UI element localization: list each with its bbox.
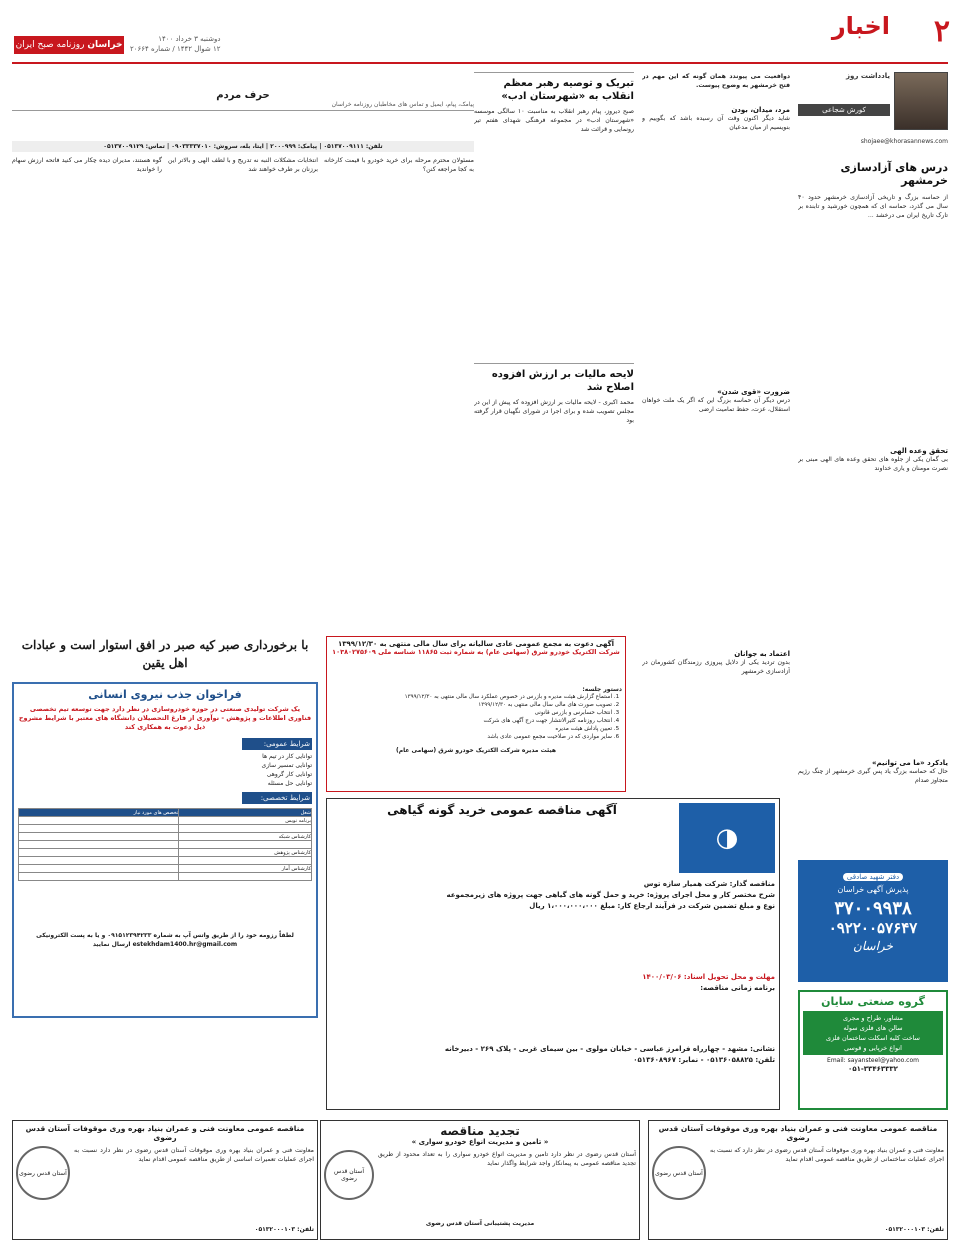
- body-adab: صبح دیروز، پیام رهبر انقلاب به مناسبت ۱۰ سالگی موسسه «شهرستان ادب» در مجموعه فرهنگی شهدای هفتم تیر رونمایی و قرائت شد: [474, 108, 634, 134]
- plant-scope: شرح مختصر کار و محل اجرای پروژه: خرید و حمل گونه های گیاهی جهت پروژه های زیرمجموعه: [446, 891, 775, 899]
- plant-deadline: مهلت و محل تحویل اسناد: ۱۴۰۰/۰۳/۰۶: [642, 973, 775, 981]
- plant-tender-title: آگهی مناقصه عمومی خرید گونه گیاهی: [387, 803, 617, 817]
- letters-col-1: مسئولان محترم مرحله برای خرید خودرو با قیمت کارخانه به کجا مراجعه کنن؟: [324, 157, 474, 174]
- plant-address: نشانی: مشهد - چهارراه فرامرز عباسی - خیابان مولوی - بین سیمای غربی - پلاک ۲۶۹ - دبیرخانه: [444, 1045, 775, 1053]
- job-ad-intro: یک شرکت تولیدی صنعتی در حوزه خودروسازی در نظر دارد جهت توسعه تیم تخصصی فناوری اطلاعات و پژوهش - نوآوری از فارغ التحصیلان دانشگاه های معتبر با شرایط مشروح ذیل دعوت به همکاری کند: [18, 705, 312, 731]
- bottom-ad-2-signature: مدیریت پشتیبانی آستان قدس رضوی: [425, 1220, 535, 1227]
- meeting-title: آگهی دعوت به مجمع عمومی عادی سالیانه برای سال مالی منتهی به ۱۳۹۹/۱۲/۳۰: [337, 640, 615, 648]
- plant-tender-body: [331, 879, 775, 1066]
- plant-client: مناقصه گذار: شرکت همیار سازه توس: [643, 880, 775, 888]
- classified-ad-box: [798, 860, 948, 982]
- meeting-notice: [326, 636, 626, 792]
- middle-right-column: [642, 72, 790, 782]
- bottom-ad-3: [12, 1120, 318, 1240]
- classified-phone-2: ۰۹۲۲۰۰۵۷۶۴۷: [828, 920, 918, 937]
- plant-phone: تلفن: ۰۵۱۳۶۰۵۸۸۲۵ - نمابر: ۰۵۱۳۶۰۸۹۶۷: [633, 1056, 775, 1064]
- aqr-logo-3: آستان قدس رضوی: [16, 1146, 70, 1200]
- issue-number: ۱۲ شوال ۱۴۴۲ / شماره ۲۰۶۶۴: [130, 45, 221, 53]
- editorial-headline: درس های آزادسازی خرمشهر: [840, 161, 948, 187]
- author-email: shojaee@khorasannews.com: [860, 138, 948, 145]
- letters-col-2: انتخابات مشکلات النبه نه تدریج و با لطف الهی و بالاتر این برزنان بر طرف خواهند شد: [168, 157, 318, 174]
- plant-tender: [326, 798, 780, 1110]
- bottom-ad-2-title: تجدید مناقصه: [440, 1124, 520, 1138]
- body-ghavi: درس دیگر آن حماسه بزرگ این که اگر یک ملت خواهان استقلال، عزت، حفظ تمامیت ارضی: [642, 397, 790, 414]
- plant-schedule-head: برنامه زمانی مناقصه:: [700, 984, 775, 992]
- job-special-head: شرایط تخصصی:: [242, 792, 312, 804]
- company-title: گروه صنعتی سایان: [821, 995, 925, 1008]
- editorial-body-2: بی گمان یکی از جلوه های تحقق وعده های الهی مبنی بر نصرت مومنان و یاری خداوند: [798, 456, 948, 473]
- meeting-agenda: 1. استماع گزارش هیئت مدیره و بازرس در خصوص عملکرد سال مالی منتهی به ۱۳۹۹/۱۲/۳۰ 2. تصویب صورت های مالی سال مالی منتهی به ۱۳۹۹/۱۲/۳۰ 3. انتخاب حسابرس و بازرس قانونی 4. انتخاب روزنامه کثیرالانتشار جهت درج آگهی های شرکت 5. تعیین پاداش هیئت مدیره 6. سایر مواردی که در صلاحیت مجمع عمومی عادی باشد: [330, 693, 622, 741]
- company-email: Email: sayansteel@yahoo.com: [827, 1057, 919, 1064]
- classified-brand: خراسان: [853, 939, 893, 953]
- banner: [12, 636, 318, 676]
- job-general-list: توانایی کار در تیم ها توانایی تمسیر سازی توانایی کار گروهی توانایی حل مسئله: [261, 753, 312, 787]
- bottom-ad-1-title: مناقصه عمومی معاونت فنی و عمران بنیاد بهره وری موقوفات آستان قدس رضوی: [658, 1124, 938, 1142]
- editorial-column: [798, 72, 948, 992]
- header-divider: [12, 62, 948, 64]
- kicker: یادداشت روز: [846, 72, 890, 80]
- banner-title: با برخورداری صبر کیه صبر در افق استوار است و عبادات اهل یقین: [21, 638, 309, 670]
- bottom-ad-2-body: آستان قدس رضوی در نظر دارد تامین و مدیریت انواع خودرو سواری را به تعداد محدود از طریق تجدید مناقصه عمومی به پیمانکار واجد شرایط واگذار نماید: [378, 1151, 636, 1168]
- editorial-subhead-2: یادکرد «ما می توانیم»: [872, 759, 948, 767]
- page-header: [0, 0, 960, 62]
- brand-logo: [14, 36, 124, 54]
- company-phone: ۰۵۱-۳۳۴۶۳۳۳۲: [848, 1065, 898, 1073]
- bottom-ad-2-subtitle: « تامین و مدیریت انواع خودرو سواری »: [411, 1138, 549, 1146]
- classified-phone-1: ۳۷۰۰۹۹۳۸: [834, 898, 912, 918]
- date-gregorian: دوشنبه ۳ خرداد ۱۴۰۰: [158, 35, 221, 43]
- author-photo: [894, 72, 948, 130]
- bottom-ad-1-body: معاونت فنی و عمران بنیاد بهره وری موقوفات آستان قدس رضوی در نظر دارد که نسبت به اجرای عملیات ساختمانی از طریق مناقصه عمومی اقدام نماید: [710, 1147, 944, 1164]
- company-services: مشاور، طراح و مجری سالن های فلزی سوله ساخت کلیه اسکلت ساختمان فلزی انواع خرپایی و قوسی: [803, 1011, 943, 1055]
- bottom-ad-3-tel: تلفن: ۰۵۱۳۲۰۰۰۱۰۳: [254, 1226, 314, 1233]
- author-name: کورش شجاعی: [798, 104, 890, 116]
- body-mard: شاید دیگر اکنون وقت آن رسیده باشد که بگوییم و بنویسیم از میان مدعیان: [642, 115, 790, 132]
- bottom-ad-1: [648, 1120, 948, 1240]
- editorial-body-3: حال که حماسه بزرگ یاد پس گیری خرمشهر از چنگ رژیم متجاوز صدام: [798, 768, 948, 785]
- job-table-head-1: شغل: [179, 809, 312, 817]
- body-tax: محمد اکبری - لایحه مالیات بر ارزش افزوده که پیش از این در مجلس تصویب شده و برای اجرا در شورای نگهبان قرار گرفته بود: [474, 399, 634, 425]
- brand-subtitle: روزنامه صبح ایران: [15, 40, 85, 50]
- job-ad: [12, 682, 318, 1018]
- aqr-logo-2: آستان قدس رضوی: [324, 1150, 374, 1200]
- headline-tax: لایحه مالیات بر ارزش افزوده اصلاح شد: [474, 363, 634, 394]
- letters-title: حرف مردم: [216, 90, 270, 101]
- subhead-mard: مرد، میدان، بودن: [731, 106, 790, 114]
- body-javanan: بدون تردید یکی از دلایل پیروزی رزمندگان کشورمان در آزادسازی خرمشهر: [642, 659, 790, 676]
- headline-adab: تبریک و توصیه رهبر معظم انقلاب به «شهرستان ادب»: [474, 72, 634, 103]
- editorial-subhead-1: تحقق وعده الهی: [890, 447, 948, 455]
- meeting-signature: هیئت مدیره شرکت الکتریک خودرو شرق (سهامی عام): [395, 747, 557, 754]
- letters-col-3: گوه هستند، مدیران دیده چکار می کنید فاتحه ارزش سهام را خواندید: [12, 157, 162, 174]
- middle-column: [474, 72, 634, 612]
- letters-section: [12, 90, 474, 630]
- job-ad-footer: لطفاً رزومه خود را از طریق واتس آپ به شماره ۰۹۱۵۱۲۳۹۴۲۳۳ و یا به پست الکترونیکی estekhdam1400.hr@gmail.com ارسال نمایید: [36, 932, 294, 948]
- aqr-logo: آستان قدس رضوی: [652, 1146, 706, 1200]
- job-general-head: شرایط عمومی:: [242, 738, 312, 750]
- job-ad-title: فراخوان جذب نیروی انسانی: [88, 688, 242, 701]
- page-number: ۲: [933, 15, 950, 48]
- subhead-javanan: اعتماد به جوانان: [734, 650, 790, 658]
- job-table: شغل تخصص های مورد نیاز برنامه نویس کارشناس شبکه کارشناس پژوهش کارشناس آمار: [18, 808, 312, 881]
- date-line: [130, 34, 221, 54]
- classified-header: دفتر شهید صادقی: [843, 873, 903, 881]
- contact-bar: تلفن: ۰۵۱۳۷۰۰۹۱۱۱ | پیامک: ۲۰۰۰۹۹۹ | ایتا، بله، سروش: ۰۹۰۳۳۳۳۷۰۱۰ | تماس: ۰۵۱۳۷۰۰۹۱۲۹: [12, 141, 474, 152]
- meeting-agenda-head: دستور جلسه:: [582, 686, 622, 693]
- section-title: اخبار: [831, 12, 890, 40]
- plant-deposit: نوع و مبلغ تضمین شرکت در فرآیند ارجاع کار: مبلغ ۱،۰۰۰،۰۰۰،۰۰۰ ریال: [529, 902, 775, 910]
- bottom-ad-3-body: معاونت فنی و عمران بنیاد بهره وری موقوفات آستان قدس رضوی در نظر دارد نسبت به اجرای عملیات تعمیرات اساسی از طریق مناقصه عمومی اقدام نماید: [74, 1147, 314, 1164]
- brand-name: خراسان: [87, 40, 123, 50]
- meeting-subtitle: شرکت الکتریک خودرو شرق (سهامی عام) به شماره ثبت ۱۱۸۶۵ شناسه ملی ۱۰۳۸۰۲۷۵۶۰۹: [332, 648, 620, 656]
- letters-subtitle: پیامک، پیام، ایمیل و تماس های مخاطبان روزنامه خراسان: [12, 101, 474, 111]
- tender-logo: ◑: [679, 803, 775, 873]
- subhead-ghavi: ضرورت «قوی شدن»: [717, 388, 790, 396]
- lead-text: دوافعیت می پیوندد همان گونه که این مهم در فتح خرمشهر به وضوح پیوست.: [642, 73, 790, 90]
- classified-sub: پذیرش آگهی خراسان: [837, 885, 909, 894]
- bottom-ad-1-tel: تلفن: ۰۵۱۳۲۰۰۰۱۰۳: [884, 1226, 944, 1233]
- editorial-body-1: از حماسه بزرگ و تاریخی آزادسازی خرمشهر حدود ۴۰ سال می گذرد، حماسه ای که همچون خورشید و تابنده بر تارک تاریخ ایران می درخشد ...: [798, 194, 948, 220]
- company-ad: [798, 990, 948, 1110]
- job-table-head-2: تخصص های مورد نیاز: [19, 809, 179, 817]
- bottom-ad-2: [320, 1120, 640, 1240]
- bottom-ad-3-title: مناقصه عمومی معاونت فنی و عمران بنیاد بهره وری موقوفات آستان قدس رضوی: [25, 1124, 305, 1142]
